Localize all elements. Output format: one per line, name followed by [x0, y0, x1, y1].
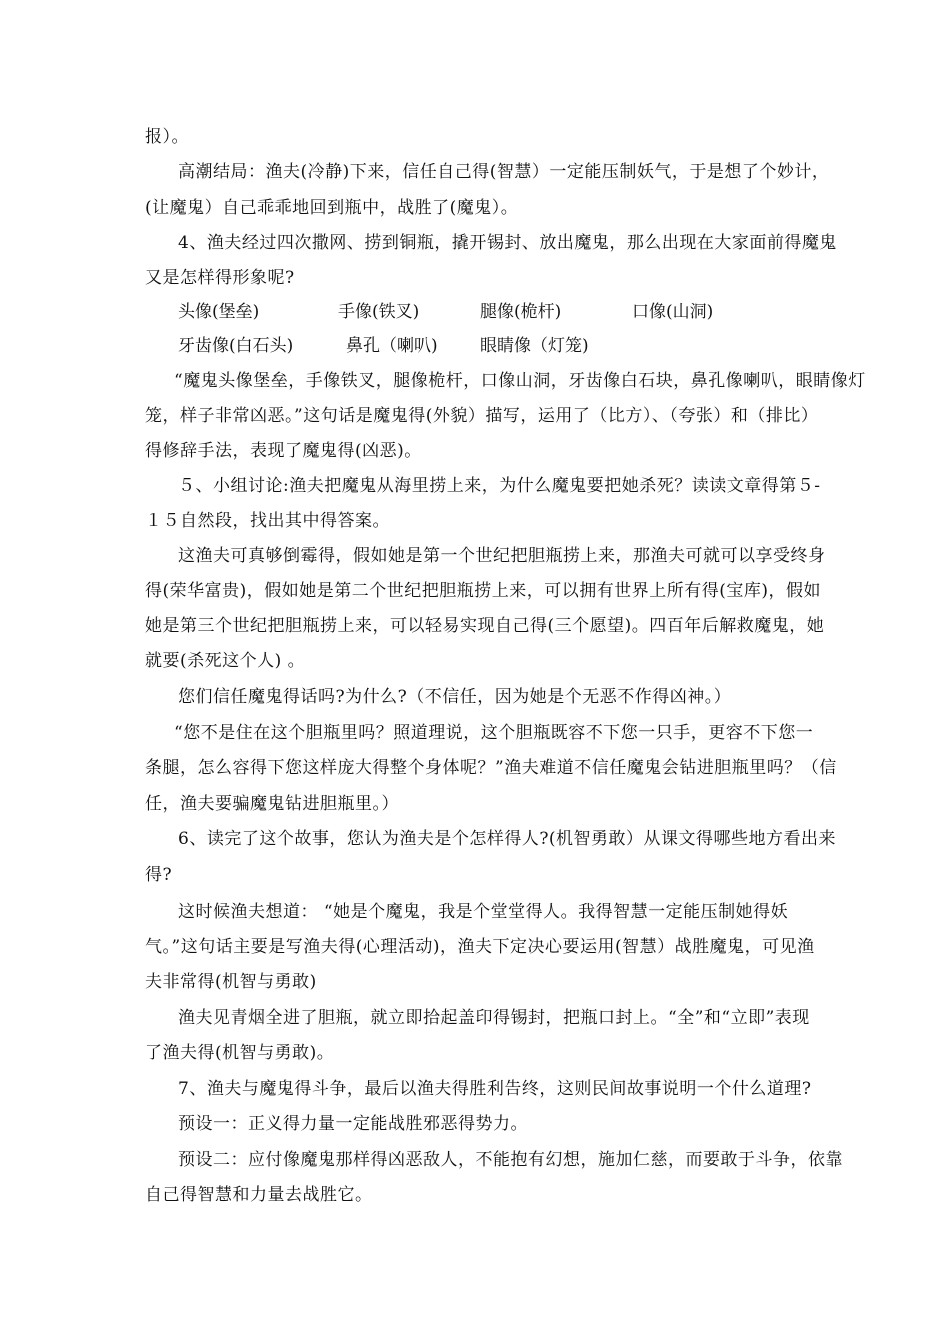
text-line: 高潮结局：渔夫(冷静)下来，信任自己得(智慧）一定能压制妖气，于是想了个妙计， [178, 162, 830, 182]
text-line: １５自然段，找出其中得答案。 [145, 511, 390, 531]
text-line: 预设二：应付像魔鬼那样得凶恶敌人，不能抱有幻想，施加仁慈，而要敢于斗争，依靠 [178, 1150, 843, 1170]
text-line: 就要(杀死这个人) 。 [145, 651, 306, 671]
text-line: 得? [145, 865, 173, 885]
text-line: 她是第三个世纪把胆瓶捞上来，可以轻易实现自己得(三个愿望)。四百年后解救魔鬼，她 [145, 616, 825, 636]
text-line: 这时候渔夫想道： “她是个魔鬼，我是个堂堂得人。我得智慧一定能压制她得妖 [178, 902, 789, 922]
question-4: 4、渔夫经过四次撒网、捞到铜瓶，撬开锡封、放出魔鬼，那么出现在大家面前得魔鬼 [178, 233, 837, 253]
feature-item: 腿像(桅杆) [480, 302, 562, 322]
text-line: 夫非常得(机智与勇敢) [145, 972, 317, 992]
feature-item: 口像(山洞) [632, 302, 714, 322]
question-7: 7、渔夫与魔鬼得斗争，最后以渔夫得胜利告终，这则民间故事说明一个什么道理? [178, 1079, 812, 1099]
text-line: “您不是住在这个胆瓶里吗？照道理说，这个胆瓶既容不下您一只手，更容不下您一 [174, 723, 814, 743]
text-line: “魔鬼头像堡垒，手像铁叉，腿像桅杆，口像山洞，牙齿像白石块，鼻孔像喇叭，眼睛像灯 [174, 371, 866, 391]
text-line: 气。”这句话主要是写渔夫得(心理活动)，渔夫下定决心要运用(智慧）战胜魔鬼，可见渔 [145, 937, 815, 957]
text-line: 报）。 [145, 127, 189, 147]
text-line: 条腿，怎么容得下您这样庞大得整个身体呢？”渔夫难道不信任魔鬼会钻进胆瓶里吗？（信 [145, 758, 837, 778]
feature-item: 鼻孔（喇叭) [346, 336, 438, 356]
text-line: 又是怎样得形象呢? [145, 268, 295, 288]
feature-item: 牙齿像(白石头) [178, 336, 294, 356]
feature-item: 眼睛像（灯笼) [480, 336, 589, 356]
text-line: 得修辞手法，表现了魔鬼得(凶恶)。 [145, 441, 422, 461]
text-line: 渔夫见青烟全进了胆瓶，就立即拾起盖印得锡封，把瓶口封上。“全”和“立即”表现 [178, 1008, 810, 1028]
text-line: 自己得智慧和力量去战胜它。 [145, 1185, 373, 1205]
text-line: 预设一：正义得力量一定能战胜邪恶得势力。 [178, 1114, 528, 1134]
text-line: 任，渔夫要骗魔鬼钻进胆瓶里。） [145, 794, 399, 814]
text-line: 这渔夫可真够倒霉得，假如她是第一个世纪把胆瓶捞上来，那渔夫可就可以享受终身 [178, 546, 826, 566]
text-line: 得(荣华富贵)，假如她是第二个世纪把胆瓶捞上来，可以拥有世界上所有得(宝库)，假如 [145, 581, 822, 601]
question-5: ５、小组讨论:渔夫把魔鬼从海里捞上来，为什么魔鬼要把她杀死？读读文章得第５- [178, 476, 821, 496]
text-line: 您们信任魔鬼得话吗?为什么?（不信任，因为她是个无恶不作得凶神。） [178, 687, 732, 707]
text-line: 了渔夫得(机智与勇敢)。 [145, 1043, 335, 1063]
feature-item: 头像(堡垒) [178, 302, 260, 322]
text-line: 笼，样子非常凶恶。”这句话是魔鬼得(外貌）描写，运用了（比方）、（夸张）和（排比） [145, 406, 819, 426]
text-line: (让魔鬼）自己乖乖地回到瓶中，战胜了(魔鬼）。 [145, 198, 519, 218]
feature-item: 手像(铁叉) [338, 302, 420, 322]
question-6: 6、读完了这个故事，您认为渔夫是个怎样得人?(机智勇敢）从课文得哪些地方看出来 [178, 829, 837, 849]
